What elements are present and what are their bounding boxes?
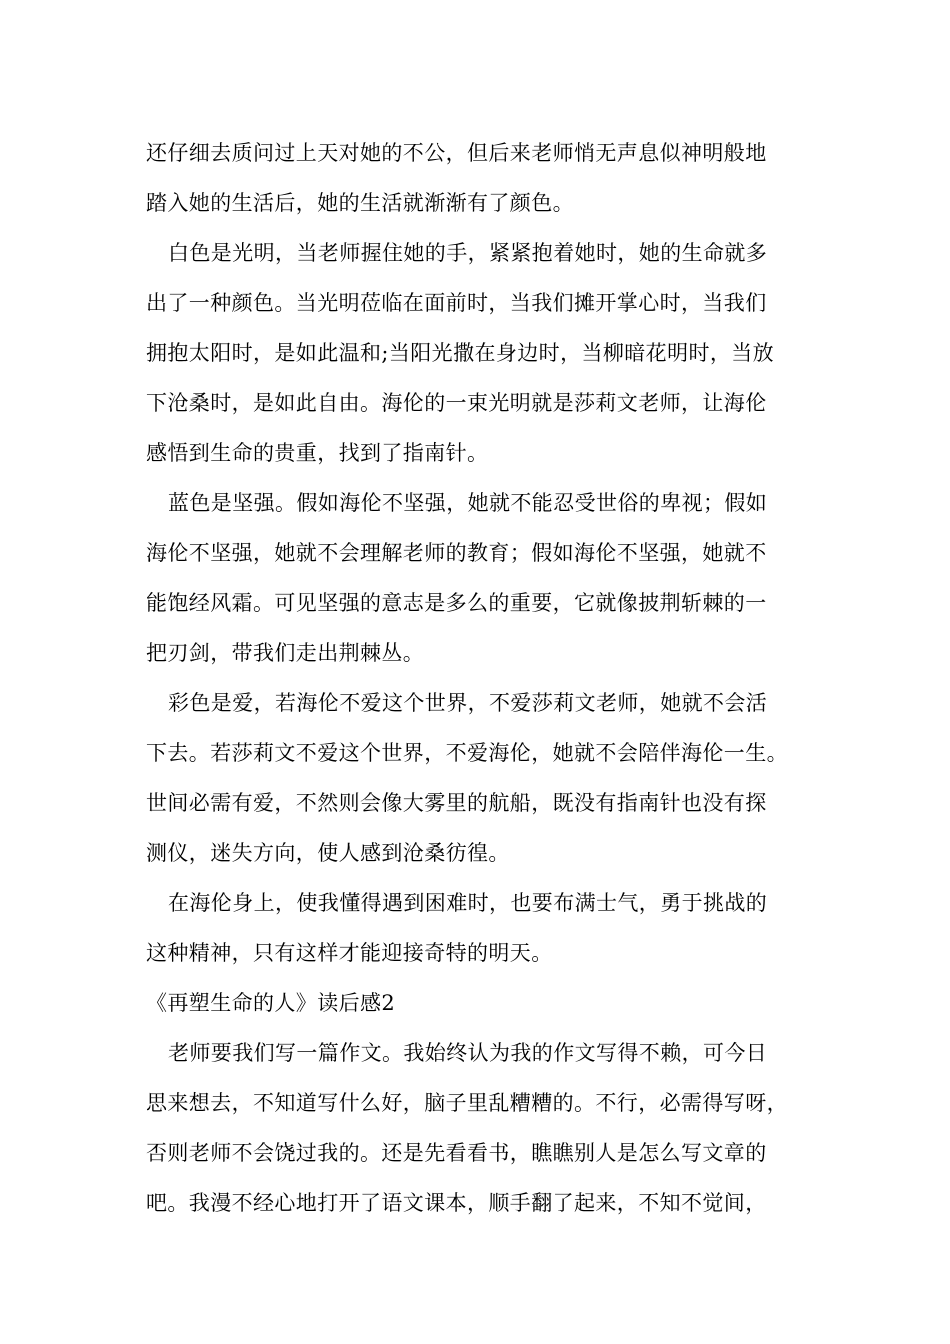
paragraph-start-line: 白色是光明，当老师握住她的手，紧紧抱着她时，她的生命就多	[168, 241, 768, 265]
paragraph-start-line: 彩色是爱，若海伦不爱这个世界，不爱莎莉文老师，她就不会活	[168, 691, 768, 715]
paragraph-start-line: 在海伦身上，使我懂得遇到困难时，也要布满士气，勇于挑战的	[168, 891, 768, 915]
text-line: 踏入她的生活后，她的生活就渐渐有了颜色。	[146, 191, 574, 215]
text-line: 拥抱太阳时，是如此温和;当阳光撒在身边时，当柳暗花明时，当放	[146, 341, 775, 365]
paragraph-start-line: 蓝色是坚强。假如海伦不坚强，她就不能忍受世俗的卑视；假如	[168, 491, 768, 515]
text-line: 能饱经风霜。可见坚强的意志是多么的重要，它就像披荆斩棘的一	[146, 591, 767, 615]
text-line: 把刃剑，带我们走出荆棘丛。	[146, 641, 425, 665]
paragraph-start-line: 老师要我们写一篇作文。我始终认为我的作文写得不赖，可今日	[168, 1041, 768, 1065]
text-line: 测仪，迷失方向，使人感到沧桑彷徨。	[146, 841, 510, 865]
text-line: 下去。若莎莉文不爱这个世界，不爱海伦，她就不会陪伴海伦一生。	[146, 741, 788, 765]
text-line: 这种精神，只有这样才能迎接奇特的明天。	[146, 941, 553, 965]
section-heading: 《再塑生命的人》读后感2	[146, 991, 396, 1015]
text-line: 下沧桑时，是如此自由。海伦的一束光明就是莎莉文老师，让海伦	[146, 391, 767, 415]
text-line: 感悟到生命的贵重，找到了指南针。	[146, 441, 489, 465]
text-line: 吧。我漫不经心地打开了语文课本，顺手翻了起来，不知不觉间，	[146, 1191, 767, 1215]
text-line: 出了一种颜色。当光明莅临在面前时，当我们摊开掌心时，当我们	[146, 291, 767, 315]
text-line: 还仔细去质问过上天对她的不公，但后来老师悄无声息似神明般地	[146, 141, 767, 165]
text-line: 海伦不坚强，她就不会理解老师的教育；假如海伦不坚强，她就不	[146, 541, 767, 565]
text-line: 世间必需有爱，不然则会像大雾里的航船，既没有指南针也没有探	[146, 791, 767, 815]
text-line: 思来想去，不知道写什么好，脑子里乱糟糟的。不行，必需得写呀，	[146, 1091, 788, 1115]
text-line: 否则老师不会饶过我的。还是先看看书，瞧瞧别人是怎么写文章的	[146, 1141, 767, 1165]
